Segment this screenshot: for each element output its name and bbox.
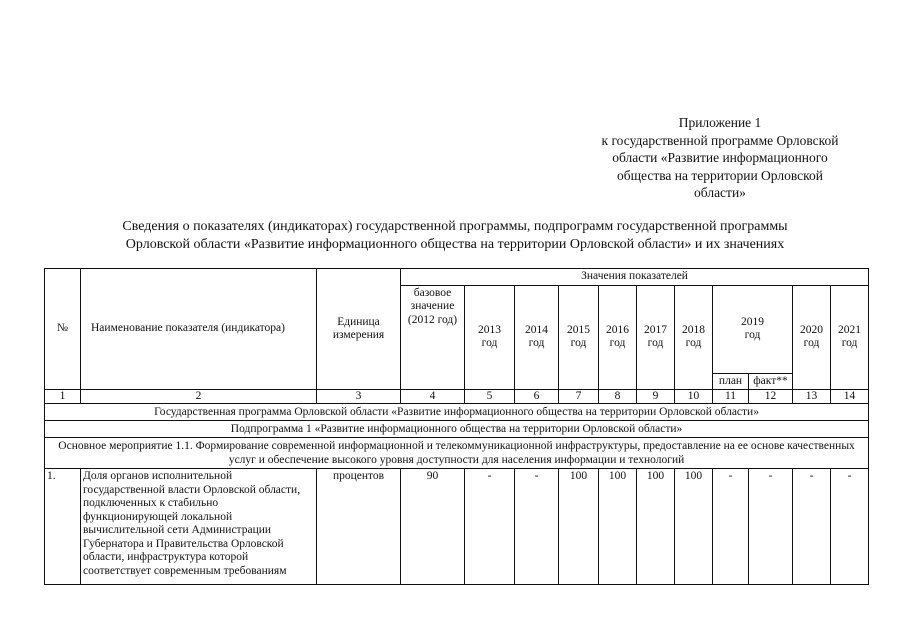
column-number: 6 xyxy=(515,390,559,404)
column-number: 9 xyxy=(637,390,675,404)
row-value-2020: - xyxy=(793,469,831,585)
column-number: 11 xyxy=(713,390,749,404)
row-unit: процентов xyxy=(317,469,401,585)
annex-line: Приложение 1 xyxy=(678,115,762,130)
row-value-2018: 100 xyxy=(675,469,713,585)
column-number: 12 xyxy=(749,390,793,404)
header-values-group: Значения показателей xyxy=(401,269,869,286)
column-number: 1 xyxy=(45,390,81,404)
row-value-2019-plan: - xyxy=(713,469,749,585)
column-number: 14 xyxy=(831,390,869,404)
header-year-2013: 2013 год xyxy=(465,285,515,390)
annex-header xyxy=(570,114,870,202)
row-value-2015: 100 xyxy=(559,469,599,585)
row-value-2019-fact: - xyxy=(749,469,793,585)
row-value-2014: - xyxy=(515,469,559,585)
row-no: 1. xyxy=(45,469,81,585)
header-year-2017: 2017 год xyxy=(637,285,675,390)
header-year-2014: 2014 год xyxy=(515,285,559,390)
activity-row: Основное мероприятие 1.1. Формирование современной информационной и телекоммуникационной инфраструктуры, предоставление на ее основе качественных услуг и обеспечение высокого уровня доступности для населения информации и технологий xyxy=(45,438,869,469)
annex-line: области «Развитие информационного xyxy=(612,150,828,165)
row-value-base: 90 xyxy=(401,469,465,585)
header-year-2021: 2021 год xyxy=(831,285,869,390)
program-row: Государственная программа Орловской области «Развитие информационного общества на территории Орловской области» xyxy=(45,404,869,421)
row-value-2017: 100 xyxy=(637,469,675,585)
indicators-table xyxy=(44,268,869,585)
column-number: 7 xyxy=(559,390,599,404)
header-year-2020: 2020 год xyxy=(793,285,831,390)
column-number: 4 xyxy=(401,390,465,404)
title-line: Сведения о показателях (индикаторах) государственной программы, подпрограмм государственной программы xyxy=(122,219,788,234)
column-number: 13 xyxy=(793,390,831,404)
header-name: Наименование показателя (индикатора) xyxy=(81,269,317,390)
row-value-2016: 100 xyxy=(599,469,637,585)
column-number: 5 xyxy=(465,390,515,404)
column-number: 3 xyxy=(317,390,401,404)
header-year-2016: 2016 год xyxy=(599,285,637,390)
row-name: Доля органов исполнительной государственной власти Орловской области, подключенных к стабильно функционирующей локальной вычислительной сети Администрации Губернатора и Правительства Орловской области, инфраструктура которой соответствует современным требованиям xyxy=(81,469,317,585)
column-number: 2 xyxy=(81,390,317,404)
column-number: 8 xyxy=(599,390,637,404)
header-2019-plan: план xyxy=(713,373,749,390)
column-number: 10 xyxy=(675,390,713,404)
row-value-2021: - xyxy=(831,469,869,585)
title-line: Орловской области «Развитие информационного общества на территории Орловской области» и их значениях xyxy=(125,237,785,252)
header-no: № xyxy=(45,269,81,390)
annex-line: к государственной программе Орловской xyxy=(601,132,839,148)
header-year-2015: 2015 год xyxy=(559,285,599,390)
annex-line: области» xyxy=(694,185,746,200)
header-year-2019: 2019 год xyxy=(713,285,793,373)
document-title xyxy=(40,218,870,254)
table-row xyxy=(45,469,869,585)
subprogram-row: Подпрограмма 1 «Развитие информационного общества на территории Орловской области» xyxy=(45,421,869,438)
header-year-2018: 2018 год xyxy=(675,285,713,390)
annex-line: общества на территории Орловской xyxy=(617,167,823,183)
header-2019-fact: факт** xyxy=(749,373,793,390)
header-unit: Единица измерения xyxy=(317,269,401,390)
header-base-value: базовое значение (2012 год) xyxy=(401,285,465,390)
row-value-2013: - xyxy=(465,469,515,585)
